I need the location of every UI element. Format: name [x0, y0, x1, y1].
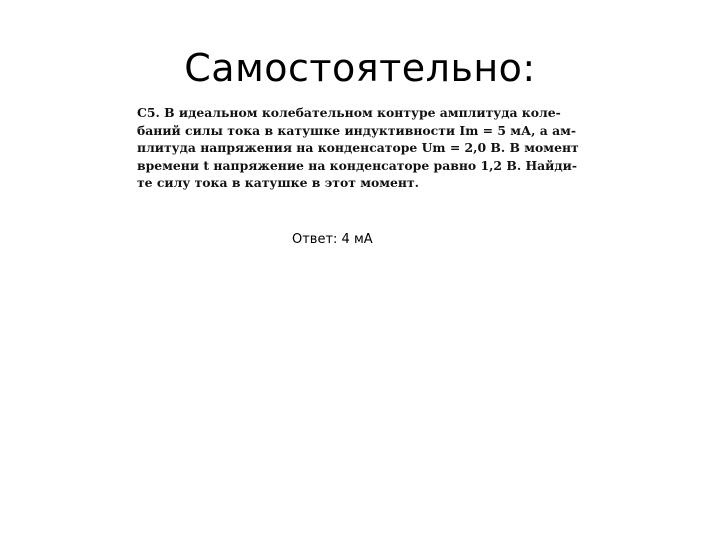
- problem-text: [137, 104, 579, 192]
- problem-line-4: времени t напряжение на конденсаторе равно 1,2 В. Найди-: [137, 157, 577, 173]
- problem-line-3: плитуда напряжения на конденсаторе Um = 2,0 В. В момент: [137, 140, 579, 155]
- problem-line-5: те силу тока в катушке в этот момент.: [137, 175, 419, 190]
- problem-line-2: баний силы тока в катушке индуктивности Im = 5 мА, а ам-: [137, 122, 577, 138]
- answer-text: Ответ: 4 мА: [292, 232, 373, 247]
- problem-line-1: С5. В идеальном колебательном контуре амплитуда коле-: [137, 105, 561, 120]
- slide-title: Самостоятельно:: [184, 46, 536, 90]
